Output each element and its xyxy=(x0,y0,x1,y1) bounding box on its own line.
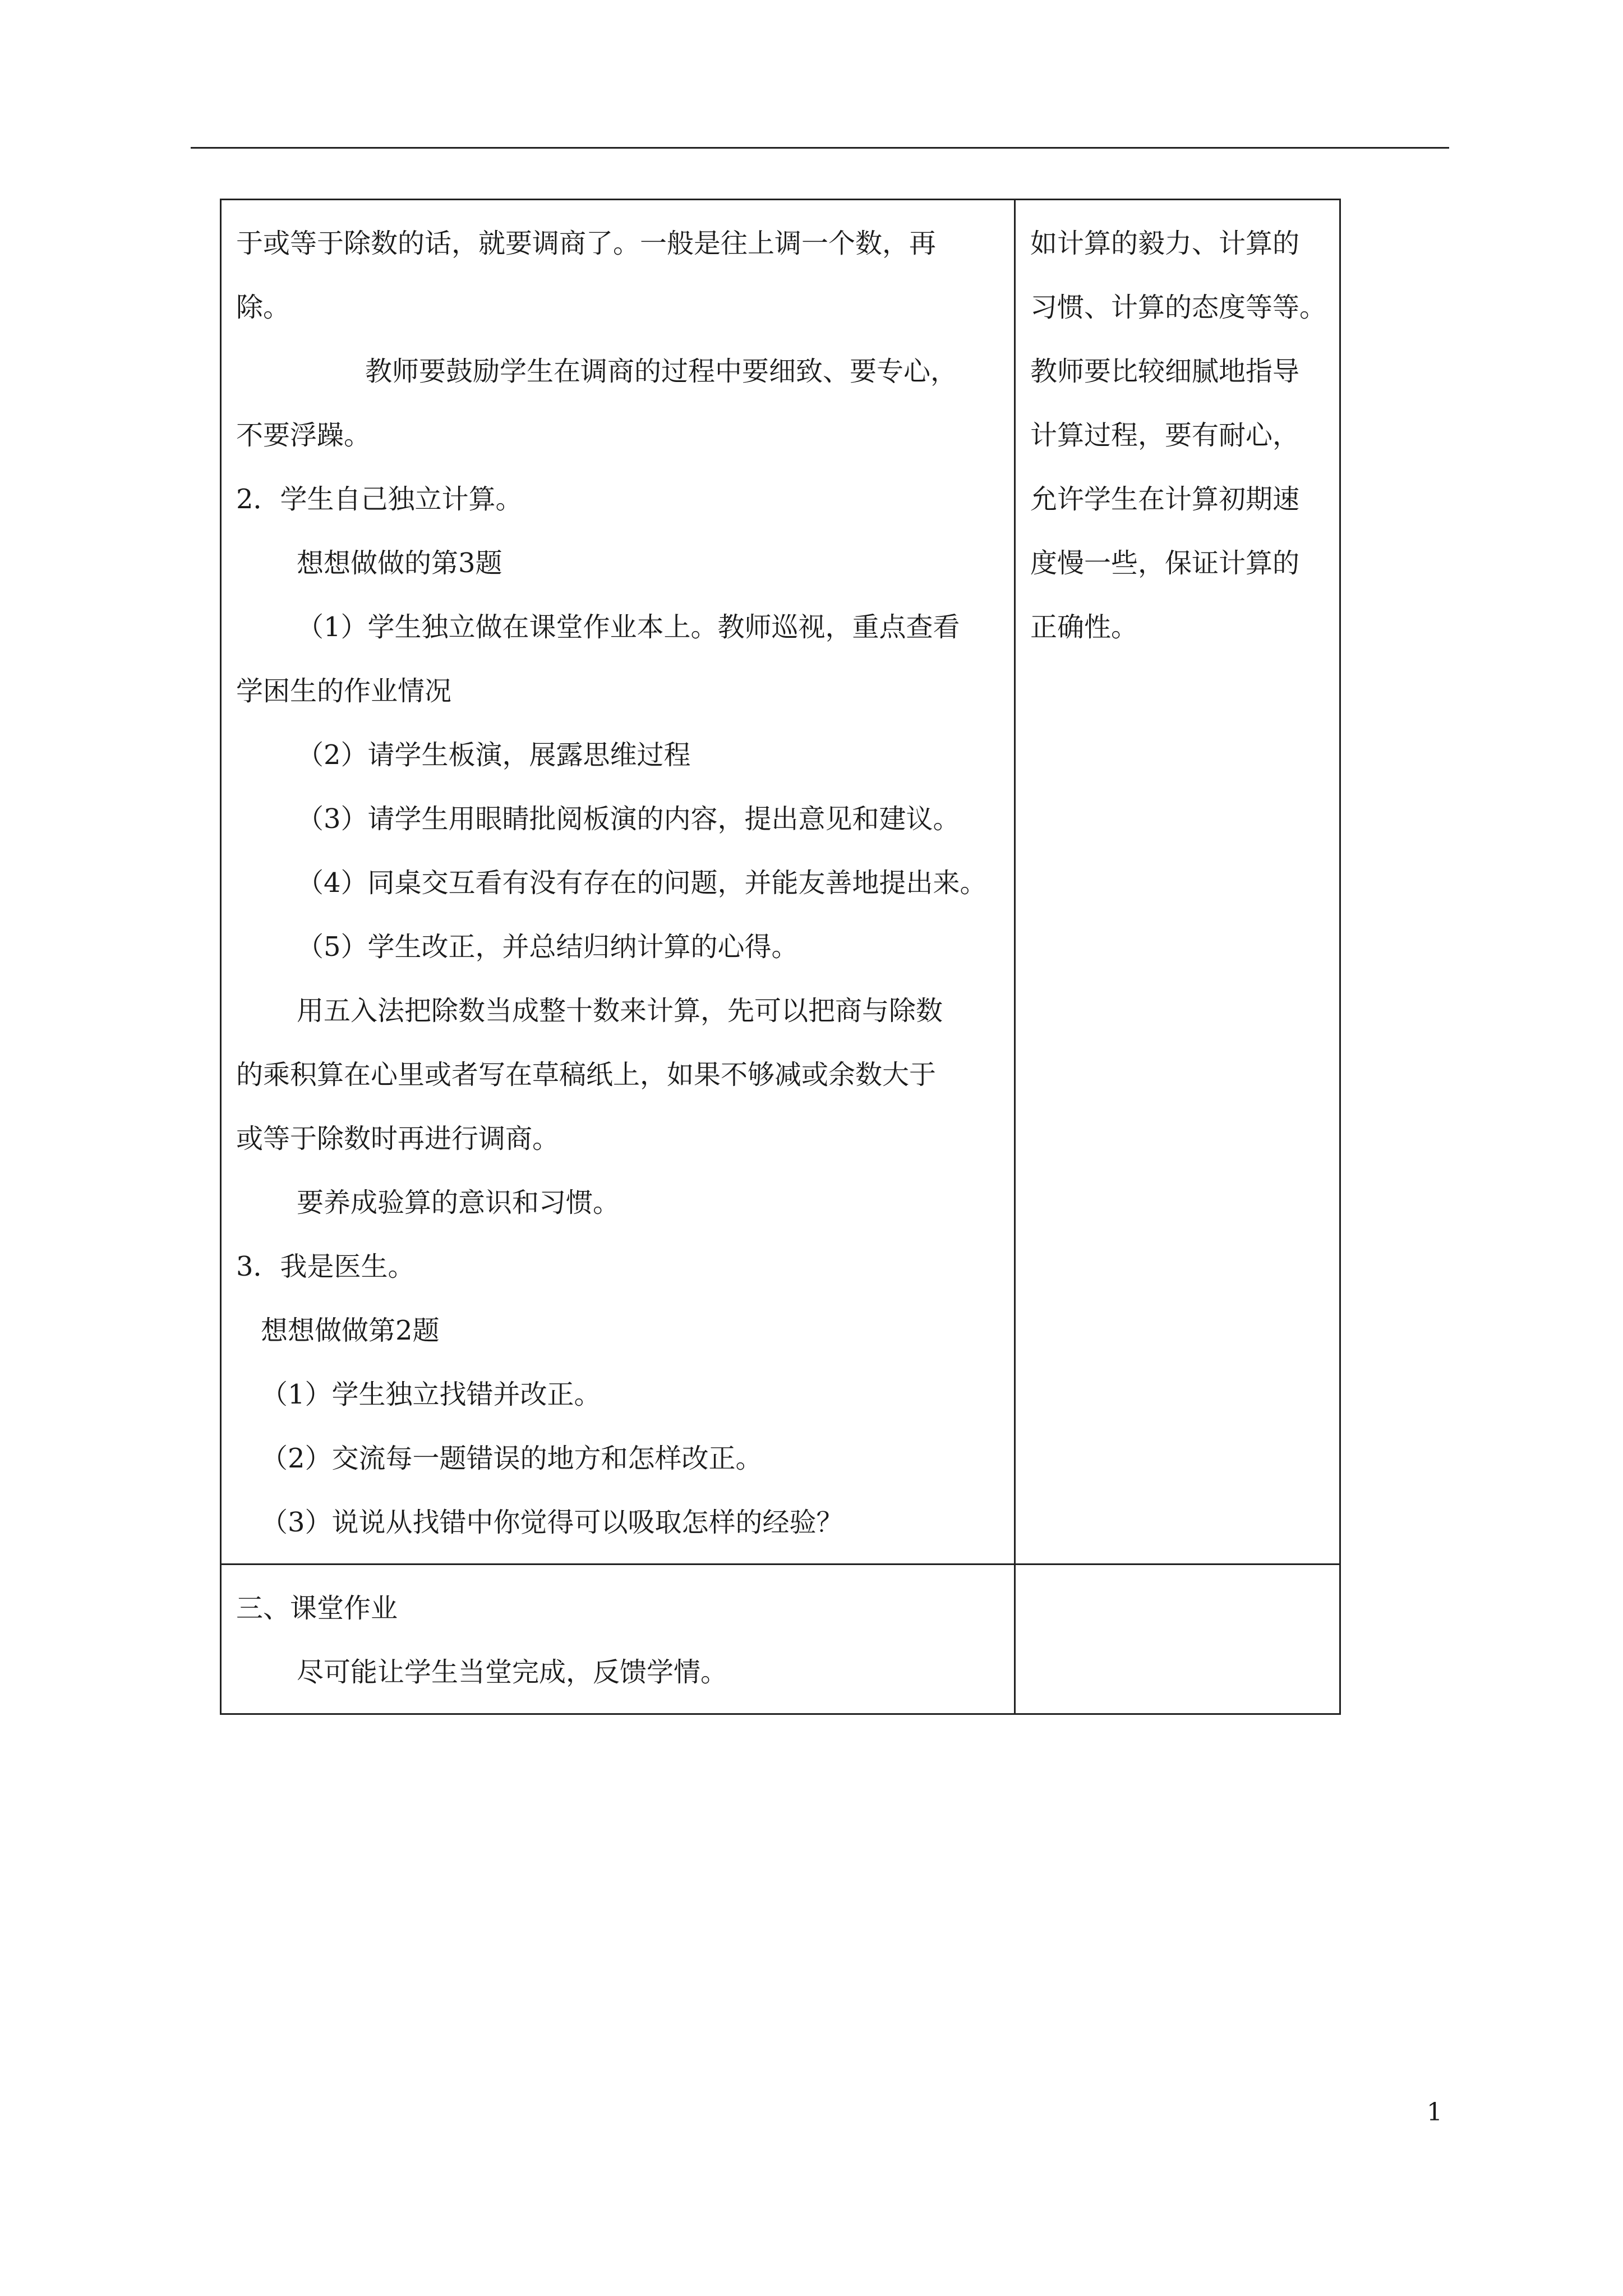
table-row xyxy=(221,1565,1340,1714)
text-line: （3）说说从找错中你觉得可以吸取怎样的经验？ xyxy=(261,1507,843,1538)
text-line: 想想做做第2题 xyxy=(261,1315,440,1346)
text-line: （2）请学生板演，展露思维过程 xyxy=(297,739,691,771)
note-line: 如计算的毅力、计算的 xyxy=(1030,228,1300,259)
page-number: 1 xyxy=(1427,2098,1442,2127)
text-line: 3．我是医生。 xyxy=(236,1251,415,1282)
note-line: 计算过程，要有耐心， xyxy=(1030,420,1300,451)
text-line: （4）同桌交互看有没有存在的问题，并能友善地提出来。 xyxy=(297,867,987,899)
text-line: 的乘积算在心里或者写在草稿纸上，如果不够减或余数大于 xyxy=(236,1059,937,1091)
text-line: 学困生的作业情况 xyxy=(236,675,452,707)
classwork-cell xyxy=(221,1565,1015,1714)
main-content-cell xyxy=(221,200,1015,1565)
section-heading: 三、课堂作业 xyxy=(236,1593,398,1624)
note-line: 教师要比较细腻地指导 xyxy=(1030,356,1300,387)
text-line: （2）交流每一题错误的地方和怎样改正。 xyxy=(261,1443,763,1474)
text-line: 教师要鼓励学生在调商的过程中要细致、要专心， xyxy=(365,356,958,387)
text-line: （3）请学生用眼睛批阅板演的内容，提出意见和建议。 xyxy=(297,803,960,835)
text-line: 不要浮躁。 xyxy=(236,420,371,451)
note-line: 正确性。 xyxy=(1030,611,1138,643)
text-line: （1）学生独立找错并改正。 xyxy=(261,1379,601,1410)
teaching-note-cell xyxy=(1015,200,1340,1565)
text-line: （5）学生改正，并总结归纳计算的心得。 xyxy=(297,931,799,963)
text-line: 除。 xyxy=(236,292,291,323)
text-line: 或等于除数时再进行调商。 xyxy=(236,1123,560,1154)
lesson-plan-table xyxy=(220,199,1341,1715)
text-line: 于或等于除数的话，就要调商了。一般是往上调一个数，再 xyxy=(236,228,937,259)
note-line: 习惯、计算的态度等等。 xyxy=(1030,292,1327,323)
text-line: 2．学生自己独立计算。 xyxy=(236,484,523,515)
header-rule xyxy=(191,147,1449,149)
text-line: 用五入法把除数当成整十数来计算，先可以把商与除数 xyxy=(297,995,943,1027)
text-line: 要养成验算的意识和习惯。 xyxy=(297,1187,620,1218)
text-line: 想想做做的第3题 xyxy=(297,547,502,579)
empty-note-cell xyxy=(1015,1565,1340,1714)
text-line: （1）学生独立做在课堂作业本上。教师巡视，重点查看 xyxy=(297,611,960,643)
table-row xyxy=(221,200,1340,1565)
text-line: 尽可能让学生当堂完成，反馈学情。 xyxy=(297,1657,728,1688)
note-line: 度慢一些，保证计算的 xyxy=(1030,547,1300,579)
note-line: 允许学生在计算初期速 xyxy=(1030,484,1300,515)
